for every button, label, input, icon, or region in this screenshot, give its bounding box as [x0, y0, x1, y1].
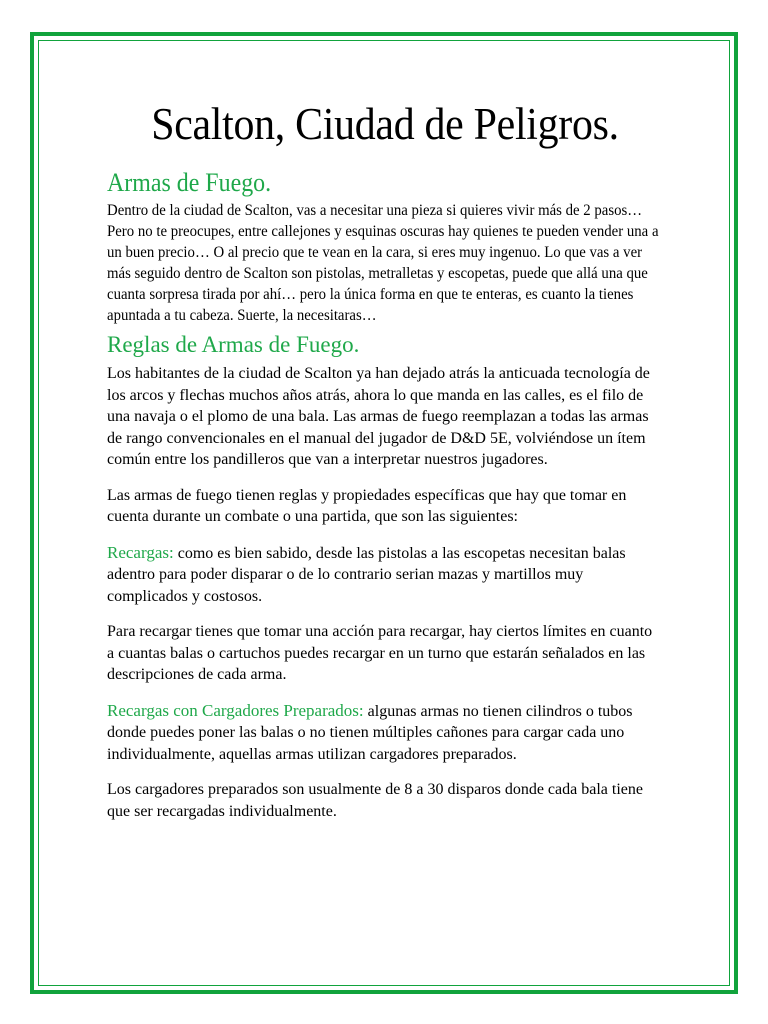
document-title: Scalton, Ciudad de Peligros. — [151, 99, 619, 149]
recargas-text: como es bien sabido, desde las pistolas a las escopetas necesitan balas adentro para poder disparar o de lo contrario serian mazas y martillos muy complicados y costosos. — [107, 544, 626, 605]
armas-paragraph: Dentro de la ciudad de Scalton, vas a necesitar una pieza si quieres vivir más de 2 pasos… Pero no te preocupes, entre callejones y esquinas oscuras hay quienes te pueden vender una a un buen precio… O al precio que te vean en la cara, si eres muy ingenuo. Lo que vas a ver más seguido dentro de Scalton son pistolas, metralletas y escopetas, puede que allá una que cuanta sorpresa tirada por ahí… pero la única forma en que te enteras, es cuanto la tienes apuntada a tu cabeza. Suerte, la necesitaras… — [107, 202, 659, 324]
reglas-paragraph-2: Las armas de fuego tienen reglas y propiedades específicas que hay que tomar en cuenta durante un combate o una partida, que son las siguientes: — [107, 486, 627, 525]
cargadores-label: Recargas con Cargadores Preparados: — [107, 700, 364, 720]
cargadores-text: algunas armas no tienen cilindros o tubos donde puedes poner las balas o no tienen múltiples cañones para cargar cada uno individualmente, aquellas armas utilizan cargadores preparados. — [107, 702, 633, 763]
section-title-reglas: Reglas de Armas de Fuego. — [107, 332, 360, 357]
recargas-paragraph-2: Para recargar tienes que tomar una acción para recargar, hay ciertos límites en cuanto a cuantas balas o cartuchos puedes recargar en un turno que estarán señalados en las descripciones de cada arma. — [107, 623, 653, 683]
section-title-armas: Armas de Fuego. — [107, 168, 272, 197]
reglas-paragraph-1: Los habitantes de la ciudad de Scalton ya han dejado atrás la anticuada tecnología de los arcos y flechas muchos años atrás, ahora lo que manda en las calles, es el filo de una navaja o el plomo de una bala. Las armas de fuego reemplazan a todas las armas de rango convencionales en el manual del jugador de D&D 5E, volviéndose un ítem común entre los pandilleros que van a interpretar nuestros jugadores. — [107, 365, 650, 468]
recargas-paragraph — [107, 542, 663, 608]
cargadores-paragraph-2: Los cargadores preparados son usualmente de 8 a 30 disparos donde cada bala tiene que ser recargadas individualmente. — [107, 781, 643, 820]
document-content — [107, 92, 663, 836]
recargas-label: Recargas: — [107, 542, 174, 562]
cargadores-paragraph — [107, 700, 663, 766]
